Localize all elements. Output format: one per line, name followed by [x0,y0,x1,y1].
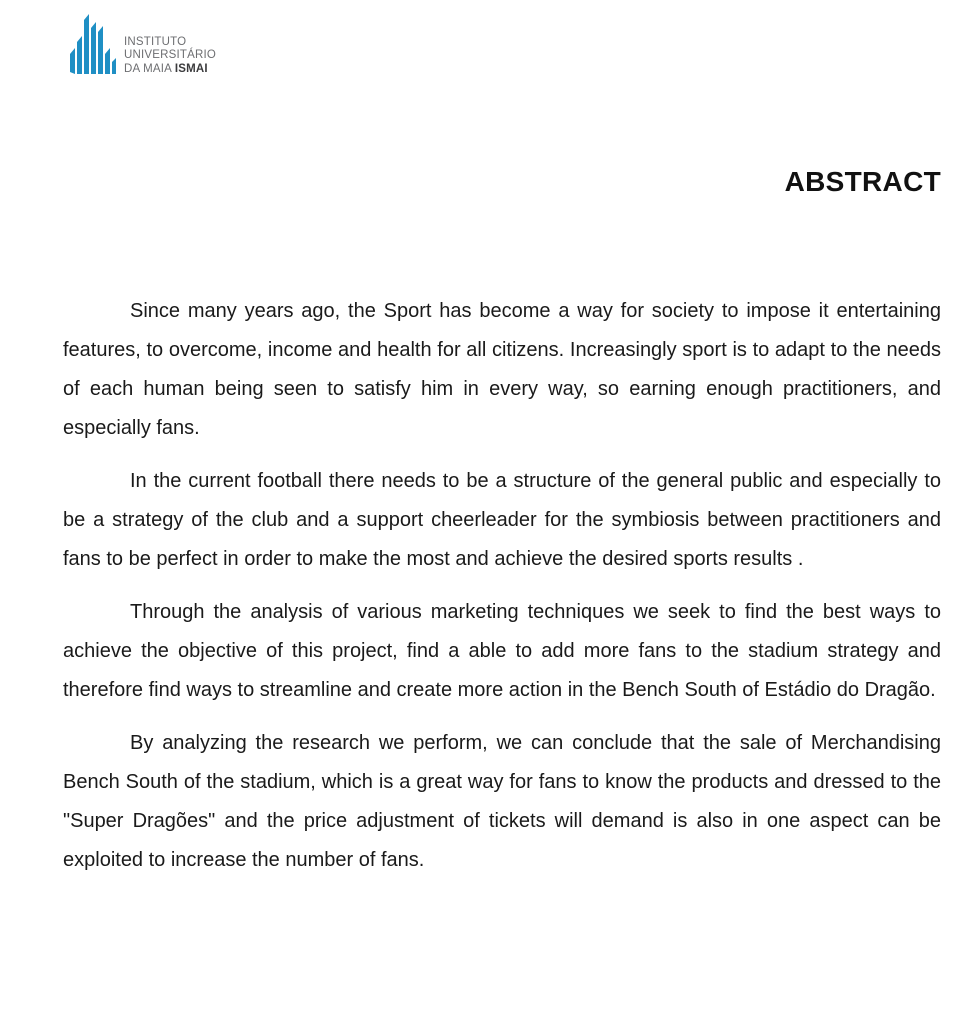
abstract-paragraph-3: Through the analysis of various marketing techniques we seek to find the best ways to achieve the objective of this project, find a able to add more fans to the stadium strategy and therefore find ways to streamline and create more action in the Bench South of Estádio do Dragão. [63,601,941,701]
ismai-logo [70,14,216,76]
logo-line-3-prefix: DA MAIA [124,62,172,75]
page-title: ABSTRACT [784,166,941,197]
logo-wordmark [124,36,216,77]
abstract-paragraph-1: Since many years ago, the Sport has become a way for society to impose it entertaining features, to overcome, income and health for all citizens. Increasingly sport is to adapt to the needs of each human being seen to satisfy him in every way, so earning enough practitioners, and especially fans. [63,300,941,439]
logo-line-3 [124,63,216,77]
logo-line-2: UNIVERSITÁRIO [124,49,217,61]
abstract-paragraph-4: By analyzing the research we perform, we can conclude that the sale of Merchandising Bench South of the stadium, which is a great way for fans to know the products and dressed to the "Super Dragões" and the price adjustment of tickets will demand is also in one aspect can be exploited to increase the number of fans. [63,732,941,871]
ismai-logo-icon [70,14,118,76]
abstract-body [63,292,941,894]
abstract-paragraph-2: In the current football there needs to be a structure of the general public and especially to be a strategy of the club and a support cheerleader for the symbiosis between practitioners and fans to be perfect in order to make the most and achieve the desired sports results . [63,470,941,570]
logo-line-3-strong: ISMAI [174,62,208,75]
logo-line-1: INSTITUTO [124,35,187,48]
